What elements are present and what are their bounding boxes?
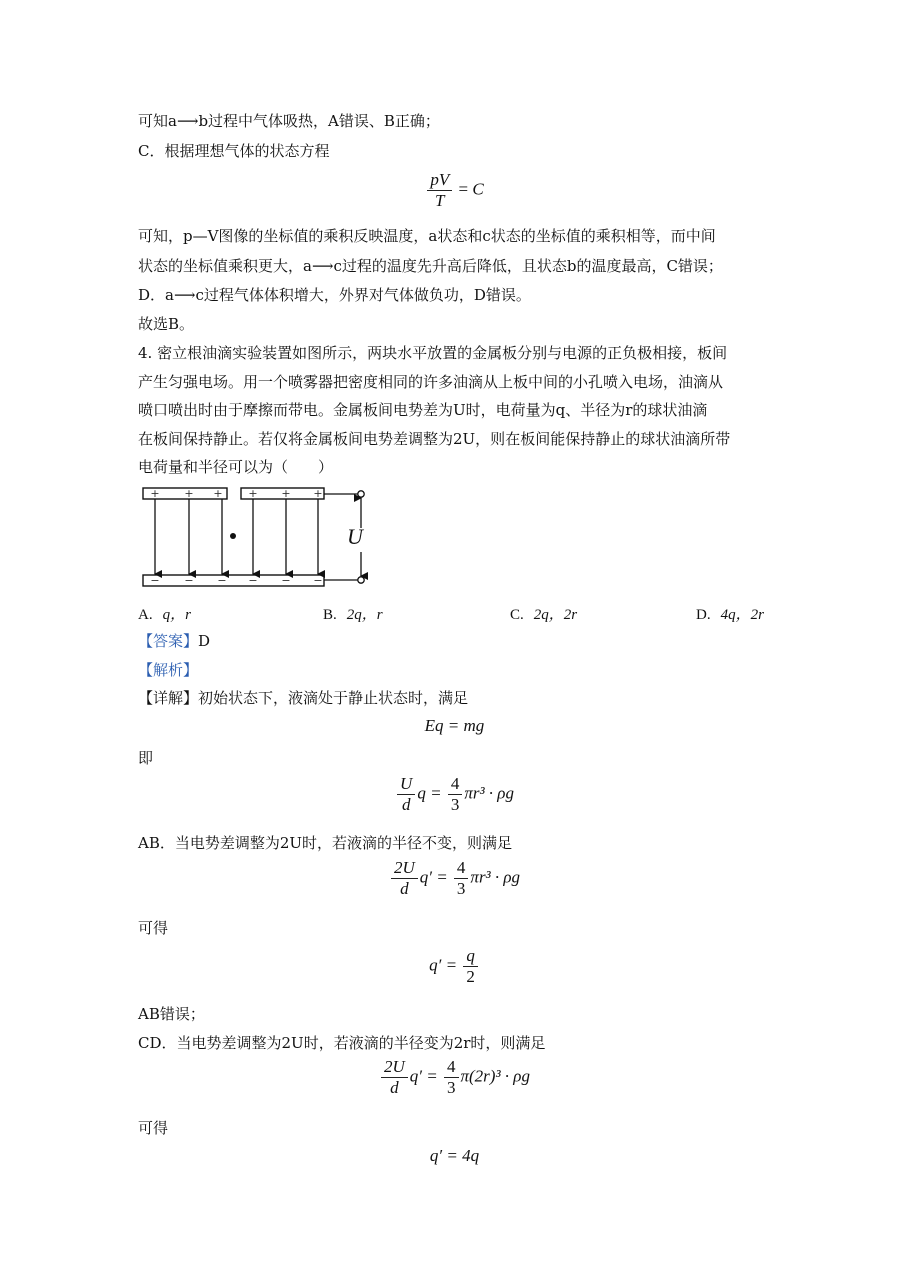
oil-droplet xyxy=(230,533,236,539)
bottom-plate xyxy=(143,575,324,586)
voltage-label: U xyxy=(347,524,363,549)
detail-text-line: 可得 xyxy=(138,919,169,937)
solution-text-line: 故选B。 xyxy=(138,315,195,333)
svg-text:+: + xyxy=(184,487,194,500)
question-text-line: 产生匀强电场。用一个喷雾器把密度相同的许多油滴从上板中间的小孔喷入电场，油滴从 xyxy=(138,373,724,391)
detail-text-line: AB错误； xyxy=(138,1005,205,1023)
plate-signs xyxy=(150,487,322,587)
field-lines xyxy=(155,499,318,574)
svg-text:−: − xyxy=(248,574,258,587)
detail-text-line: CD．当电势差调整为2U时，若液滴的半径变为2r时，则满足 xyxy=(138,1034,546,1052)
solution-text-line: 可知，p—V图像的坐标值的乘积反映温度，a状态和c状态的坐标值的乘积相等，而中间 xyxy=(138,227,716,245)
equation-2: $\frac{U}{d}$ q = $\frac{4}{3}$ πr³ · ρg xyxy=(0,774,909,815)
question-text-line: 在板间保持静止。若仅将金属板间电势差调整为2U，则在板间能保持静止的球状油滴所带 xyxy=(138,430,731,448)
equation-6: q′ = 4q xyxy=(429,1146,480,1165)
option-a[interactable]: A. q，r xyxy=(138,607,191,623)
svg-text:+: + xyxy=(281,487,291,500)
answer-tag: 【答案】 xyxy=(138,632,199,650)
equation-5: $\frac{2U}{d}$ q′ = $\frac{4}{3}$ π(2r)³ · ρg xyxy=(0,1057,909,1098)
question-text-line: 电荷量和半径可以为（ ） xyxy=(138,458,334,476)
svg-text:−: − xyxy=(217,574,227,587)
svg-text:+: + xyxy=(248,487,258,500)
svg-text:+: + xyxy=(150,487,160,500)
terminal-positive xyxy=(358,491,364,497)
question-text-line: 喷口喷出时由于摩擦而带电。金属板间电势差为U时，电荷量为q、半径为r的球状油滴 xyxy=(138,401,708,419)
equation-3: $\frac{2U}{d}$ q′ = $\frac{4}{3}$ πr³ · ρg xyxy=(0,858,909,899)
solution-text-line: C．根据理想气体的状态方程 xyxy=(138,142,330,160)
svg-text:+: + xyxy=(213,487,223,500)
svg-text:+: + xyxy=(313,487,323,500)
svg-text:−: − xyxy=(150,574,160,587)
equation-state: $\frac{pV}{T}$ = C xyxy=(0,170,909,211)
millikan-apparatus-diagram xyxy=(138,484,378,590)
svg-text:−: − xyxy=(281,574,291,587)
svg-text:−: − xyxy=(313,574,323,587)
answer-line xyxy=(138,631,210,651)
solution-text-line: D．a⟶c过程气体体积增大，外界对气体做负功，D错误。 xyxy=(138,286,531,304)
question-text-line: 4. 密立根油滴实验装置如图所示，两块水平放置的金属板分别与电源的正负极相接，板间 xyxy=(138,344,728,362)
option-b[interactable]: B. 2q，r xyxy=(323,607,383,623)
detail-text-line: 可得 xyxy=(138,1119,169,1137)
terminal-negative xyxy=(358,577,364,583)
fraction: $\frac{pV}{T}$ xyxy=(427,170,452,211)
svg-text:−: − xyxy=(184,574,194,587)
option-c[interactable]: C. 2q，2r xyxy=(510,607,578,623)
detail-text-line: 【详解】初始状态下，液滴处于静止状态时，满足 xyxy=(138,689,469,707)
detail-text-line: 即 xyxy=(138,749,154,767)
option-d[interactable]: D. 4q，2r xyxy=(696,607,764,623)
equation-4: q′ = $\frac{q}{2}$ xyxy=(0,946,909,987)
equation-1: Eq = mg xyxy=(424,716,485,735)
analysis-tag: 【解析】 xyxy=(138,661,199,679)
solution-text-line: 状态的坐标值乘积更大，a⟶c过程的温度先升高后降低，且状态b的温度最高，C错误； xyxy=(138,257,723,275)
detail-text-line: AB．当电势差调整为2U时，若液滴的半径不变，则满足 xyxy=(138,834,513,852)
answer-value: D xyxy=(198,632,211,650)
solution-text-line: 可知a⟶b过程中气体吸热，A错误、B正确； xyxy=(138,112,440,130)
